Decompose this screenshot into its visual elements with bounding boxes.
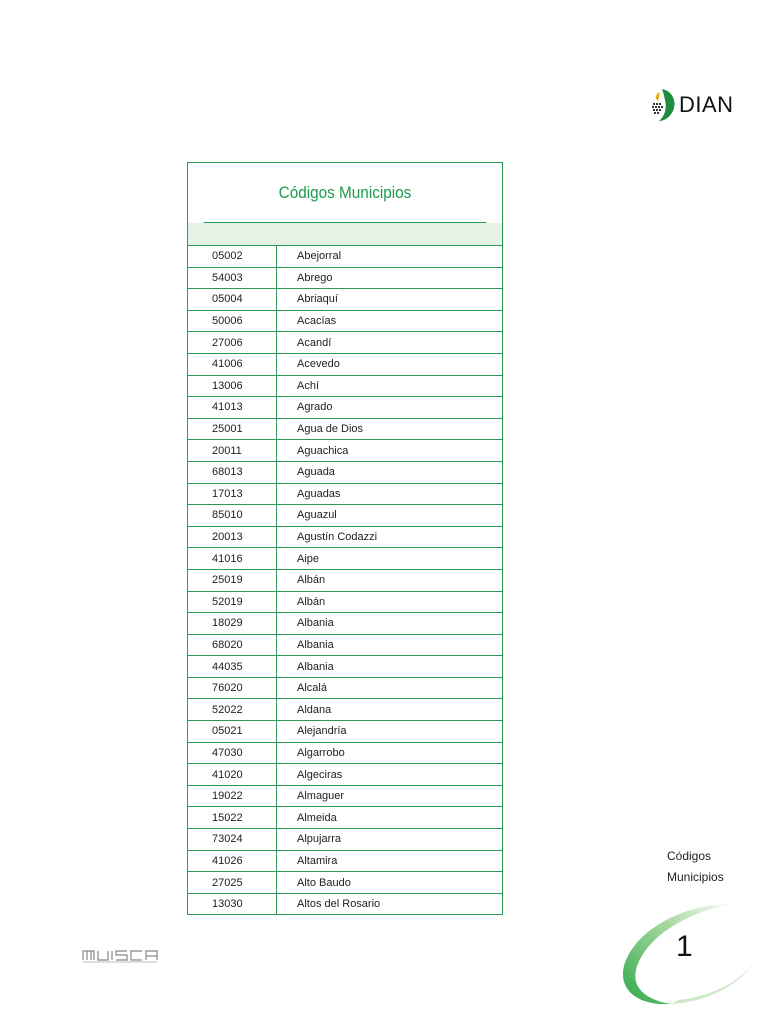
side-caption-line1: Códigos	[667, 849, 712, 863]
municipality-code-cell: 20013	[188, 527, 277, 548]
municipality-name-cell: Alto Baudo	[297, 876, 351, 889]
municipality-code-cell: 41013	[188, 397, 277, 418]
municipality-codes-table	[187, 162, 503, 915]
municipality-name-cell: Albania	[297, 660, 334, 673]
municipality-code-cell: 27025	[188, 872, 277, 893]
table-row	[188, 462, 502, 484]
municipality-name-cell: Aguada	[297, 466, 335, 479]
side-caption	[667, 846, 724, 888]
municipality-name-cell: Altos del Rosario	[297, 898, 381, 911]
municipality-name-cell: Albán	[297, 595, 326, 608]
table-row	[188, 376, 502, 398]
table-row	[188, 613, 502, 635]
dian-emblem-icon	[650, 88, 676, 122]
table-row	[188, 721, 502, 743]
municipality-name-cell: Abriaquí	[297, 293, 338, 306]
municipality-name-cell: Alpujarra	[297, 833, 342, 846]
municipality-code-cell: 05021	[188, 721, 277, 742]
municipality-name-cell: Albania	[297, 617, 334, 630]
municipality-name-cell: Altamira	[297, 854, 338, 867]
table-row	[188, 786, 502, 808]
municipality-name-cell: Agustín Codazzi	[297, 531, 378, 544]
table-row	[188, 635, 502, 657]
municipality-code-cell: 41006	[188, 354, 277, 375]
muisca-logo	[82, 946, 182, 966]
municipality-code-cell: 54003	[188, 268, 277, 289]
page-number: 1	[676, 930, 693, 963]
table-row	[188, 678, 502, 700]
municipality-name-cell: Alcalá	[297, 682, 327, 695]
municipality-name-cell: Algarrobo	[297, 746, 345, 759]
municipality-code-cell: 68020	[188, 635, 277, 656]
municipality-name-cell: Aldana	[297, 703, 332, 716]
municipality-code-cell: 47030	[188, 743, 277, 764]
dian-logo	[650, 88, 734, 122]
table-row	[188, 548, 502, 570]
table-row	[188, 656, 502, 678]
table-row	[188, 268, 502, 290]
municipality-code-cell: 41020	[188, 764, 277, 785]
municipality-name-cell: Algeciras	[297, 768, 343, 781]
municipality-code-cell: 85010	[188, 505, 277, 526]
municipality-code-cell: 52022	[188, 699, 277, 720]
municipality-name-cell: Aguachica	[297, 444, 349, 457]
municipality-name-cell: Almaguer	[297, 790, 345, 803]
table-row	[188, 764, 502, 786]
municipality-code-cell: 25001	[188, 419, 277, 440]
municipality-code-cell: 27006	[188, 332, 277, 353]
municipality-name-cell: Acandí	[297, 336, 332, 349]
table-row	[188, 440, 502, 462]
municipality-name-cell: Acacías	[297, 315, 337, 328]
municipality-name-cell: Albán	[297, 574, 326, 587]
municipality-code-cell: 18029	[188, 613, 277, 634]
municipality-code-cell: 25019	[188, 570, 277, 591]
table-row	[188, 872, 502, 894]
table-row	[188, 807, 502, 829]
municipality-code-cell: 41016	[188, 548, 277, 569]
municipality-code-cell: 19022	[188, 786, 277, 807]
table-row	[188, 354, 502, 376]
municipality-name-cell: Acevedo	[297, 358, 340, 371]
table-row	[188, 743, 502, 765]
municipality-code-cell: 05004	[188, 289, 277, 310]
municipality-code-cell: 20011	[188, 440, 277, 461]
table-row	[188, 419, 502, 441]
municipality-name-cell: Alejandría	[297, 725, 347, 738]
municipality-name-cell: Aguazul	[297, 509, 337, 522]
table-row	[188, 311, 502, 333]
municipality-code-cell: 17013	[188, 484, 277, 505]
municipality-code-cell: 73024	[188, 829, 277, 850]
table-row	[188, 851, 502, 873]
municipality-name-cell: Agua de Dios	[297, 423, 364, 436]
table-row	[188, 505, 502, 527]
table-row	[188, 246, 502, 268]
table-header-band	[188, 223, 502, 246]
table-title: Códigos Municipios	[204, 163, 487, 223]
municipality-name-cell: Aguadas	[297, 487, 341, 500]
municipality-code-cell: 13006	[188, 376, 277, 397]
municipality-name-cell: Aipe	[297, 552, 320, 565]
dian-logo-text: DIAN	[679, 92, 734, 117]
table-row	[188, 332, 502, 354]
table-row	[188, 484, 502, 506]
municipality-code-cell: 05002	[188, 246, 277, 267]
table-row	[188, 397, 502, 419]
municipality-code-cell: 13030	[188, 894, 277, 915]
municipality-code-cell: 52019	[188, 592, 277, 613]
table-row	[188, 894, 502, 916]
table-row	[188, 570, 502, 592]
municipality-name-cell: Albania	[297, 638, 334, 651]
table-row	[188, 699, 502, 721]
table-row	[188, 289, 502, 311]
municipality-code-cell: 76020	[188, 678, 277, 699]
table-row	[188, 527, 502, 549]
municipality-name-cell: Abejorral	[297, 250, 342, 263]
municipality-name-cell: Abrego	[297, 271, 333, 284]
municipality-code-cell: 50006	[188, 311, 277, 332]
table-body	[188, 246, 502, 915]
municipality-name-cell: Agrado	[297, 401, 333, 414]
table-row	[188, 592, 502, 614]
table-row	[188, 829, 502, 851]
municipality-name-cell: Almeida	[297, 811, 337, 824]
municipality-code-cell: 44035	[188, 656, 277, 677]
municipality-code-cell: 68013	[188, 462, 277, 483]
municipality-code-cell: 15022	[188, 807, 277, 828]
municipality-name-cell: Achí	[297, 379, 320, 392]
municipality-code-cell: 41026	[188, 851, 277, 872]
side-caption-line2: Municipios	[667, 870, 724, 884]
